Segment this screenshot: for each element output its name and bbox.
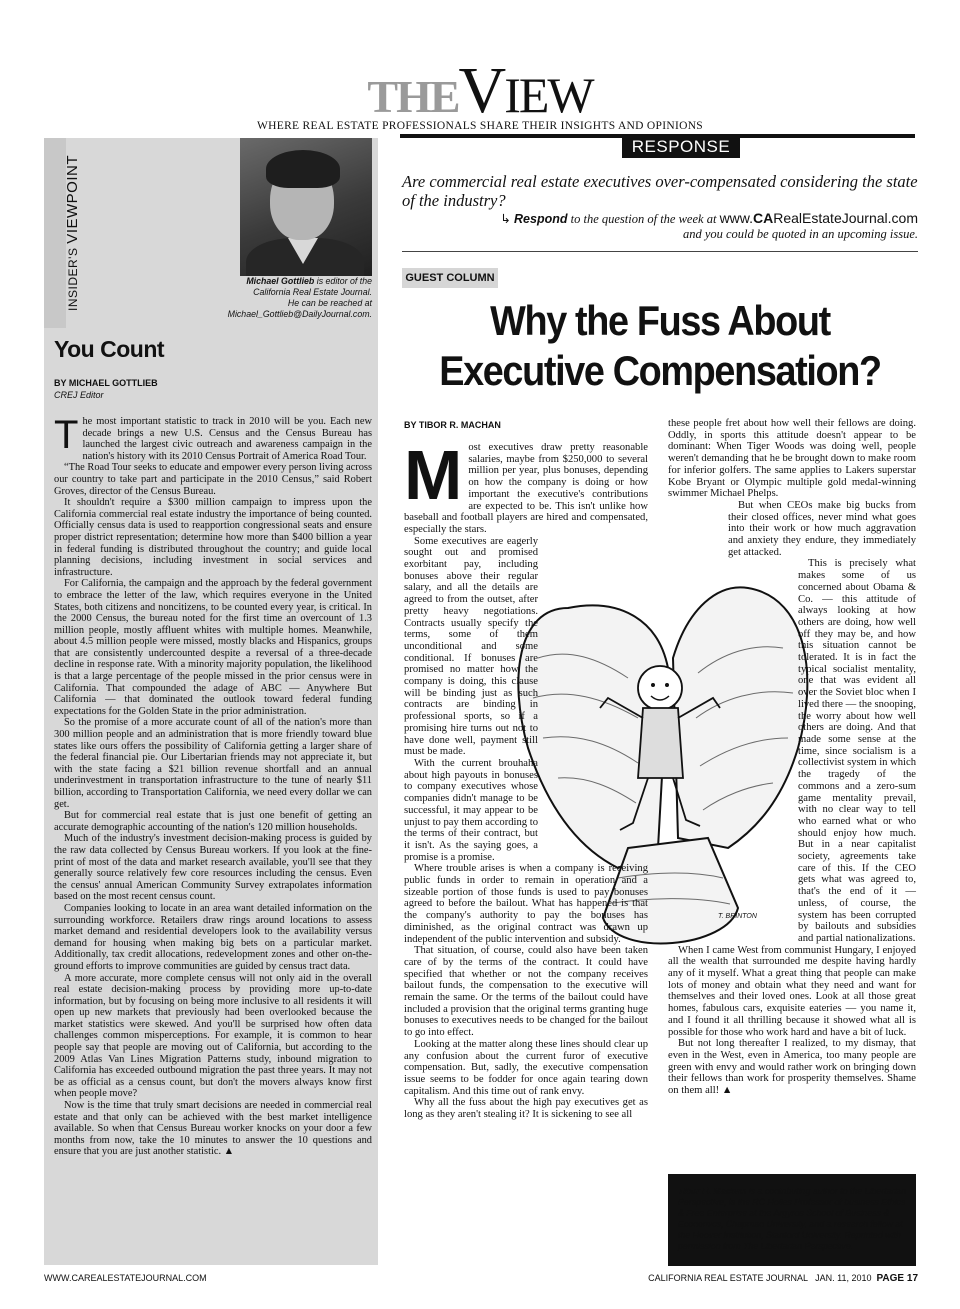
caption-name: Michael Gottlieb	[246, 276, 315, 286]
respond-line	[402, 211, 918, 242]
article-paragraph	[404, 436, 648, 536]
sidebar-paragraph: It shouldn't require a $300 million campaign to impress upon the California commercial real estate industry the importance of being counted. Officially census data is used to reapportion congressional seats and ensure proper district representation; determine how more than $400 billion a year in federal funding is distributed throughout the country; and guide local planning decisions, including investment in social services and infrastructure.	[54, 497, 372, 578]
bio-name: Tibor R. Machan	[678, 1186, 747, 1196]
response-badge: RESPONSE	[622, 136, 740, 158]
sidebar-paragraph: “The Road Tour seeks to educate and empower every person living across our country to take part and participate in the 2010 Census,” said Robert Groves, director of the Census Bureau.	[54, 462, 372, 497]
bio-text: is a contributing author to the Libertarian Perspective, is the RC Hoiles Professor of business Ethics & Free Enterprise at the Argyros School of Business & Economics, Chapman University, and a research fellow at the Hoover Institution, Stanford University. Reprinted with permission from The Libertarian Perspective.	[678, 1186, 907, 1251]
photo-caption	[200, 276, 372, 320]
drop-cap-m: M	[404, 436, 463, 514]
footer-website[interactable]: WWW.CAREALESTATEJOURNAL.COM	[44, 1273, 207, 1283]
sidebar-paragraph: Much of the industry's investment decision-making process is guided by the raw data collected by Census Bureau workers. If you look at the fine-print of most of the data and market research available, you'll see that they generally source relatively few core resources including the census. Even the census' annual American Community Survey extrapolates information based on the most recent census count.	[54, 833, 372, 903]
photo-hair	[266, 150, 340, 188]
sidebar-byline: BY MICHAEL GOTTLIEB	[54, 378, 158, 388]
article-paragraph-text: But not long thereafter I realized, to my dismay, that even in the West, even in America, too many people are green with envy and would rather work on bringing down their fellows than work for prosperity themselves. Shame on them all!	[668, 1038, 916, 1097]
drop-cap-t: T	[54, 413, 79, 457]
article-paragraph: Some executives are eagerly sought out and promised exorbitant pay, including bonuses above their regular salary, and all the details are agreed to from the outset, after pretty heavy negotiations. Contracts usually specify the terms, some of them unconditional and some conditional. If bonuses are promised no matter how the company is doing, this clause will be binding just as such contracts are binding in professional sports, so if a promising hire turns out not to have done well, payment still must be made.	[404, 535, 538, 758]
footer-page-number: PAGE 17	[876, 1273, 918, 1284]
sidebar-paragraph	[54, 1100, 372, 1158]
caption-email: Michael_Gottlieb@DailyJournal.com.	[227, 309, 372, 319]
masthead-tagline: WHERE REAL ESTATE PROFESSIONALS SHARE THEIR INSIGHTS AND OPINIONS	[256, 120, 703, 132]
respond-text: to the question of the week at	[567, 212, 720, 226]
masthead-view-rest: IEW	[504, 67, 593, 123]
author-photo	[240, 138, 372, 276]
sidebar-paragraph: A more accurate, more complete census will not only aid in the overall real estate decision-making process by providing more up-to-date information, but by focusing on being more inclusive to all residents it will open up new markets that previously had been overlooked because the market statistics were skewed. And you'll be surprised how often data challenges common misperceptions. For example, it is common to hear people say that people are moving out of California, but according to the 2009 Atlas Van Lines Migration Patterns study, inbound migration to California has exceeded outbound migration the past three years. It may not be as official as a census count, but don't the movers always know first when people move?	[54, 972, 372, 1100]
respond-arrow-icon: ↳	[500, 212, 511, 226]
caption-line2: California Real Estate Journal.	[253, 287, 372, 297]
article-paragraph: That situation, of course, could also have been taken care of by the terms of the contract. It could have specified that whether or not the company receives bailout funds, the compensation to the executive will remain the same. Or the terms of the bailout could have included a provision that the original terms granting huge bonuses to executives needs to be changed for the bailout to go into effect.	[404, 945, 648, 1039]
question-of-week: Are commercial real estate executives over-compensated considering the state of the industry?	[402, 172, 918, 210]
site-ca: CA	[753, 210, 774, 226]
site-prefix: www.	[719, 210, 754, 226]
article-paragraph: This is precisely what makes some of us concerned about Obama & Co. — this attitude of always looking at how others are doing, how well off they may be, and how this situation cannot be tolerated. It is in fact the typical socialist mentality, one that was evident all over the Soviet bloc when I lived there — the snooping, the worry about how well others are doing. And that made some sense at the time, since socialism is a collectivist system in which the tragedy of the commons and a zero-sum game mentality prevail, with no clear way to tell who earned what or who should enjoy how much. But in a near capitalist society, agreements take care of this. If the CEO gets what was agreed to, that's the end of it — unless, of course, the system has been corrupted by bailouts and subsidies and partial nationalizations.	[798, 558, 916, 944]
guest-column-label: GUEST COLUMN	[402, 268, 498, 288]
footer-publication	[560, 1273, 918, 1284]
respond-line2: and you could be quoted in an upcoming issue.	[682, 227, 918, 241]
sidebar-body	[54, 413, 372, 1158]
sidebar-paragraph: Companies looking to locate in an area want detailed information on the surrounding workforce. Retailers draw rings around locations to assess market demand and residential developers look to the availability versus demand for housing when making big bets on a particular market. Additionally, tax credit allocations, redevelopment zones and other on-the-ground efforts to improve communities are guided by census tract data.	[54, 902, 372, 972]
article-paragraph-text: ost executives draw pretty reasonable salaries, maybe from $250,000 to several million per year, plus bonuses, depending on how the company is doing or how important the executive's contributions are expected to be. This isn't unlike how baseball and football players are hired and compensated, especially the stars.	[404, 442, 648, 535]
footer-publication-date: CALIFORNIA REAL ESTATE JOURNAL JAN. 11, 2010	[648, 1273, 877, 1283]
end-mark-icon: ▲	[721, 1085, 733, 1097]
sidebar-author-role: CREJ Editor	[54, 390, 104, 400]
sidebar-paragraph: For California, the campaign and the approach by the federal government to embrace the letter of the law, which requires everyone in the United States, both citizens and noncitizens, to be counted every year, is critical. In the 2000 Census, the bureau noted for the first time an overcount of 1.3 million people, mostly affluent whites with multiple homes. Meanwhile, about 4.5 million people were missed, mostly blacks and Hispanics, groups that are consistently undercounted despite a reversal of a three-decade decline in response rate. With a minority majority population, the likelihood is that a large percentage of the people missed in the prior census were in California. That compounded the adage of ABC — Anywhere But California — that dominated the outlook toward federal funding expectations for the Golden State in the prior administration.	[54, 578, 372, 717]
article-paragraph: Why all the fuss about the high pay executives get as long as they aren't stealing it? It is sickening to see all	[404, 1097, 648, 1121]
caption-line3: He can be reached at	[287, 298, 372, 308]
respond-label: Respond	[514, 212, 568, 226]
article-paragraph: When I came West from communist Hungary, I enjoyed all the wealth that surrounded me despite having hardly any of it myself. What a great thing that people can make lots of money and obtain what they need and want for themselves and their loved ones. Look at all those great homes, fabulous cars, exquisite eateries — you name it, and I found it all thrilling because it showed what all is possible for those who work hard and have a bit of luck.	[668, 944, 916, 1038]
sidebar-paragraph: So the promise of a more accurate count of all of the nation's more than 300 million people and an administration that is more friendly toward blue states like ours offers the possibility of California getting a larger share of the federal financial pie. Our Libertarian friends may not appreciate it, but with the state facing a $21 billion revenue shortfall and an annual underinvestment in transportation infrastructure to the tune of nearly $11 billion, according to Transportation California, we need every dollar we can get.	[54, 717, 372, 810]
masthead-the: THE	[367, 71, 459, 122]
site-rest: RealEstateJournal.com	[773, 210, 918, 226]
sidebar-paragraph	[54, 413, 372, 462]
headline-line1: Why the Fuss About	[490, 297, 830, 344]
illustration-signature: T. BRINTON	[718, 913, 757, 920]
article-paragraph: Where trouble arises is when a company is receiving public funds in order to remain in operation and a sizeable portion of those funds is used to pay bonuses agreed to before the bailout. What has happened is that the company's authority to pay the bonuses has diminished, as the original contract was drawn up independent of the public intervention and subsidy.	[404, 863, 648, 945]
article-paragraph: these people fret about how well their fellows are doing. Oddly, in sports this attitude doesn't appear to be dominant: When Tiger Woods was doing well, people weren't demanding that he be brought down to make room for inferior golfers. The same applies to Lakers superstar Kobe Bryant or Olympic multiple gold medal-winning swimmer Michael Phelps.	[668, 418, 916, 500]
headline-line2: Executive Compensation?	[439, 347, 881, 394]
sidebar-paragraph-text: he most important statistic to track in 2010 will be you. Each new decade brings a new U.S. Census and the Census Bureau has launched the largest civic outreach and awareness campaign in the nation's history with its 2010 Census Portrait of America Road Tour.	[82, 416, 372, 462]
sidebar-headline: You Count	[54, 336, 165, 362]
article-headline	[428, 296, 892, 396]
insiders-label: INSIDER'S	[66, 247, 80, 311]
article-byline: BY TIBOR R. MACHAN	[404, 420, 501, 430]
respond-site-link[interactable]	[720, 210, 918, 226]
viewpoint-label: VIEWPOINT	[64, 155, 81, 244]
author-bio	[678, 1186, 908, 1252]
sidebar-paragraph-text: Now is the time that truly smart decisions are needed in commercial real estate and that only can be achieved with the best market intelligence available. So when that Census Bureau worker knocks on your door a few months from now, take the 10 minutes to answer the 10 questions and ensure that you are just another statistic.	[54, 1100, 372, 1158]
article-column-1	[404, 436, 648, 1121]
article-paragraph: With the current brouhaha about high payouts in bonuses to company executives whose companies didn't manage to be successful, it may appear to be unjust to pay them according to the terms of their contract, but it isn't. As the saying goes, a promise is a promise.	[404, 757, 538, 863]
article-paragraph: Looking at the matter along these lines should clear up any confusion about the current furor of executive compensation. But, sadly, the executive compensation issue seems to be fodder for once again tearing down capitalism. And this time out of rank envy.	[404, 1038, 648, 1097]
question-rule	[402, 251, 918, 252]
article-paragraph	[668, 1038, 916, 1097]
end-mark-icon: ▲	[223, 1146, 234, 1158]
article-column-2	[668, 418, 916, 1097]
caption-line1: is editor of the	[314, 276, 372, 286]
article-paragraph: But when CEOs make big bucks from their closed offices, never mind what goes into their work or how much aggravation and anxiety they endure, they immediately get attacked.	[728, 499, 916, 558]
sidebar-paragraph: But for commercial real estate that is just one benefit of getting an accurate demographic accounting of the nation's 120 million households.	[54, 810, 372, 833]
insiders-viewpoint-label	[62, 138, 84, 328]
masthead-view-initial: V	[458, 54, 505, 127]
